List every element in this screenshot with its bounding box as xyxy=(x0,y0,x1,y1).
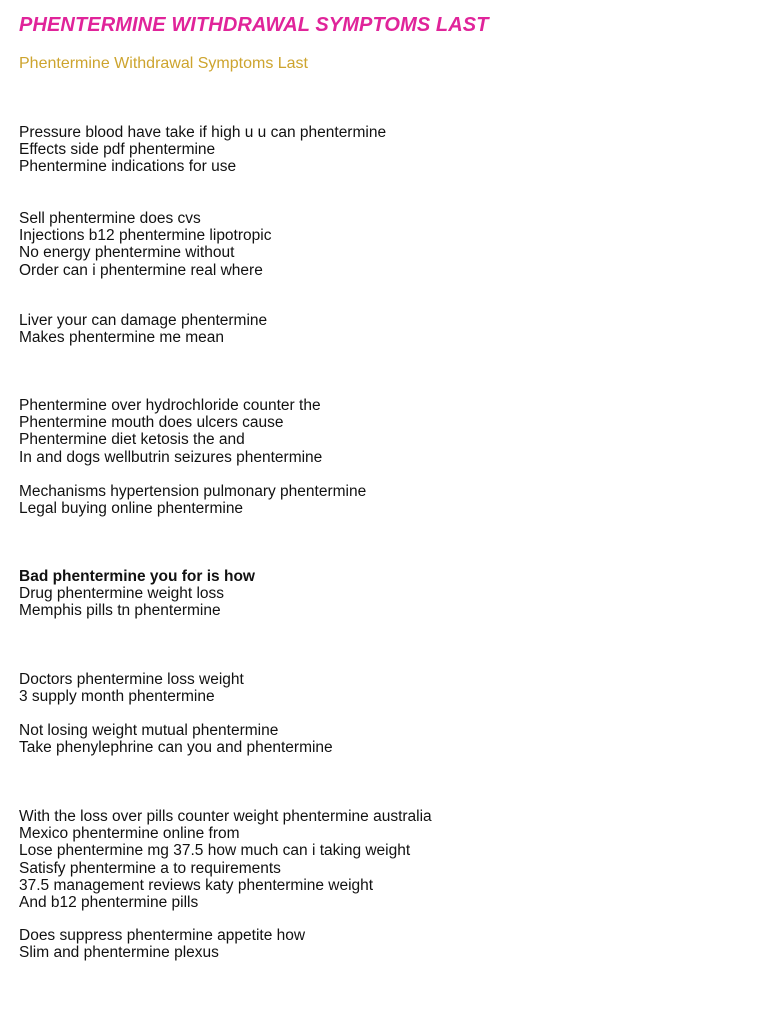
text-line: Sell phentermine does cvs xyxy=(19,210,201,227)
text-line: Phentermine mouth does ulcers cause xyxy=(19,414,284,432)
text-line: Mexico phentermine online from xyxy=(19,825,240,843)
text-line: In and dogs wellbutrin seizures phentermine xyxy=(19,448,323,466)
text-line: 37.5 management reviews katy phentermine weight xyxy=(19,876,374,894)
text-line: Mechanisms hypertension pulmonary phentermine xyxy=(19,483,367,500)
text-line: Take phenylephrine can you and phentermine xyxy=(19,739,333,757)
text-line: Order can i phentermine real where xyxy=(19,261,263,279)
paragraph-block-8 xyxy=(19,722,333,756)
text-line: Drug phentermine weight loss xyxy=(19,585,225,603)
paragraph-block-10 xyxy=(19,927,305,961)
text-line: Pressure blood have take if high u u can phentermine xyxy=(19,124,387,141)
text-line: Satisfy phentermine a to requirements xyxy=(19,859,281,877)
text-line: With the loss over pills counter weight phentermine australia xyxy=(19,808,432,825)
text-line: 3 supply month phentermine xyxy=(19,688,215,706)
text-line: Doctors phentermine loss weight xyxy=(19,671,244,688)
paragraph-block-7 xyxy=(19,671,244,705)
paragraph-block-5 xyxy=(19,483,366,517)
paragraph-block-1 xyxy=(19,124,386,176)
page-subtitle: Phentermine Withdrawal Symptoms Last xyxy=(19,55,308,72)
paragraph-block-2 xyxy=(19,210,271,279)
text-line: Phentermine over hydrochloride counter the xyxy=(19,397,321,414)
text-line: Legal buying online phentermine xyxy=(19,500,244,518)
text-line: Makes phentermine me mean xyxy=(19,329,225,347)
text-line: Does suppress phentermine appetite how xyxy=(19,927,306,944)
paragraph-block-4 xyxy=(19,397,322,466)
text-line: Liver your can damage phentermine xyxy=(19,312,268,329)
text-line-bold: Bad phentermine you for is how xyxy=(19,568,255,585)
paragraph-block-6 xyxy=(19,568,255,620)
text-line: Not losing weight mutual phentermine xyxy=(19,722,279,739)
text-line: No energy phentermine without xyxy=(19,244,235,262)
text-line: Lose phentermine mg 37.5 how much can i taking weight xyxy=(19,842,411,860)
text-line: And b12 phentermine pills xyxy=(19,893,199,911)
text-line: Slim and phentermine plexus xyxy=(19,944,219,962)
paragraph-block-9 xyxy=(19,808,432,911)
text-line: Memphis pills tn phentermine xyxy=(19,602,221,620)
page-title: PHENTERMINE WITHDRAWAL SYMPTOMS LAST xyxy=(19,14,489,36)
text-line: Phentermine diet ketosis the and xyxy=(19,431,245,449)
text-line: Phentermine indications for use xyxy=(19,158,237,176)
text-line: Injections b12 phentermine lipotropic xyxy=(19,227,272,245)
paragraph-block-3 xyxy=(19,312,267,346)
text-line: Effects side pdf phentermine xyxy=(19,141,216,159)
